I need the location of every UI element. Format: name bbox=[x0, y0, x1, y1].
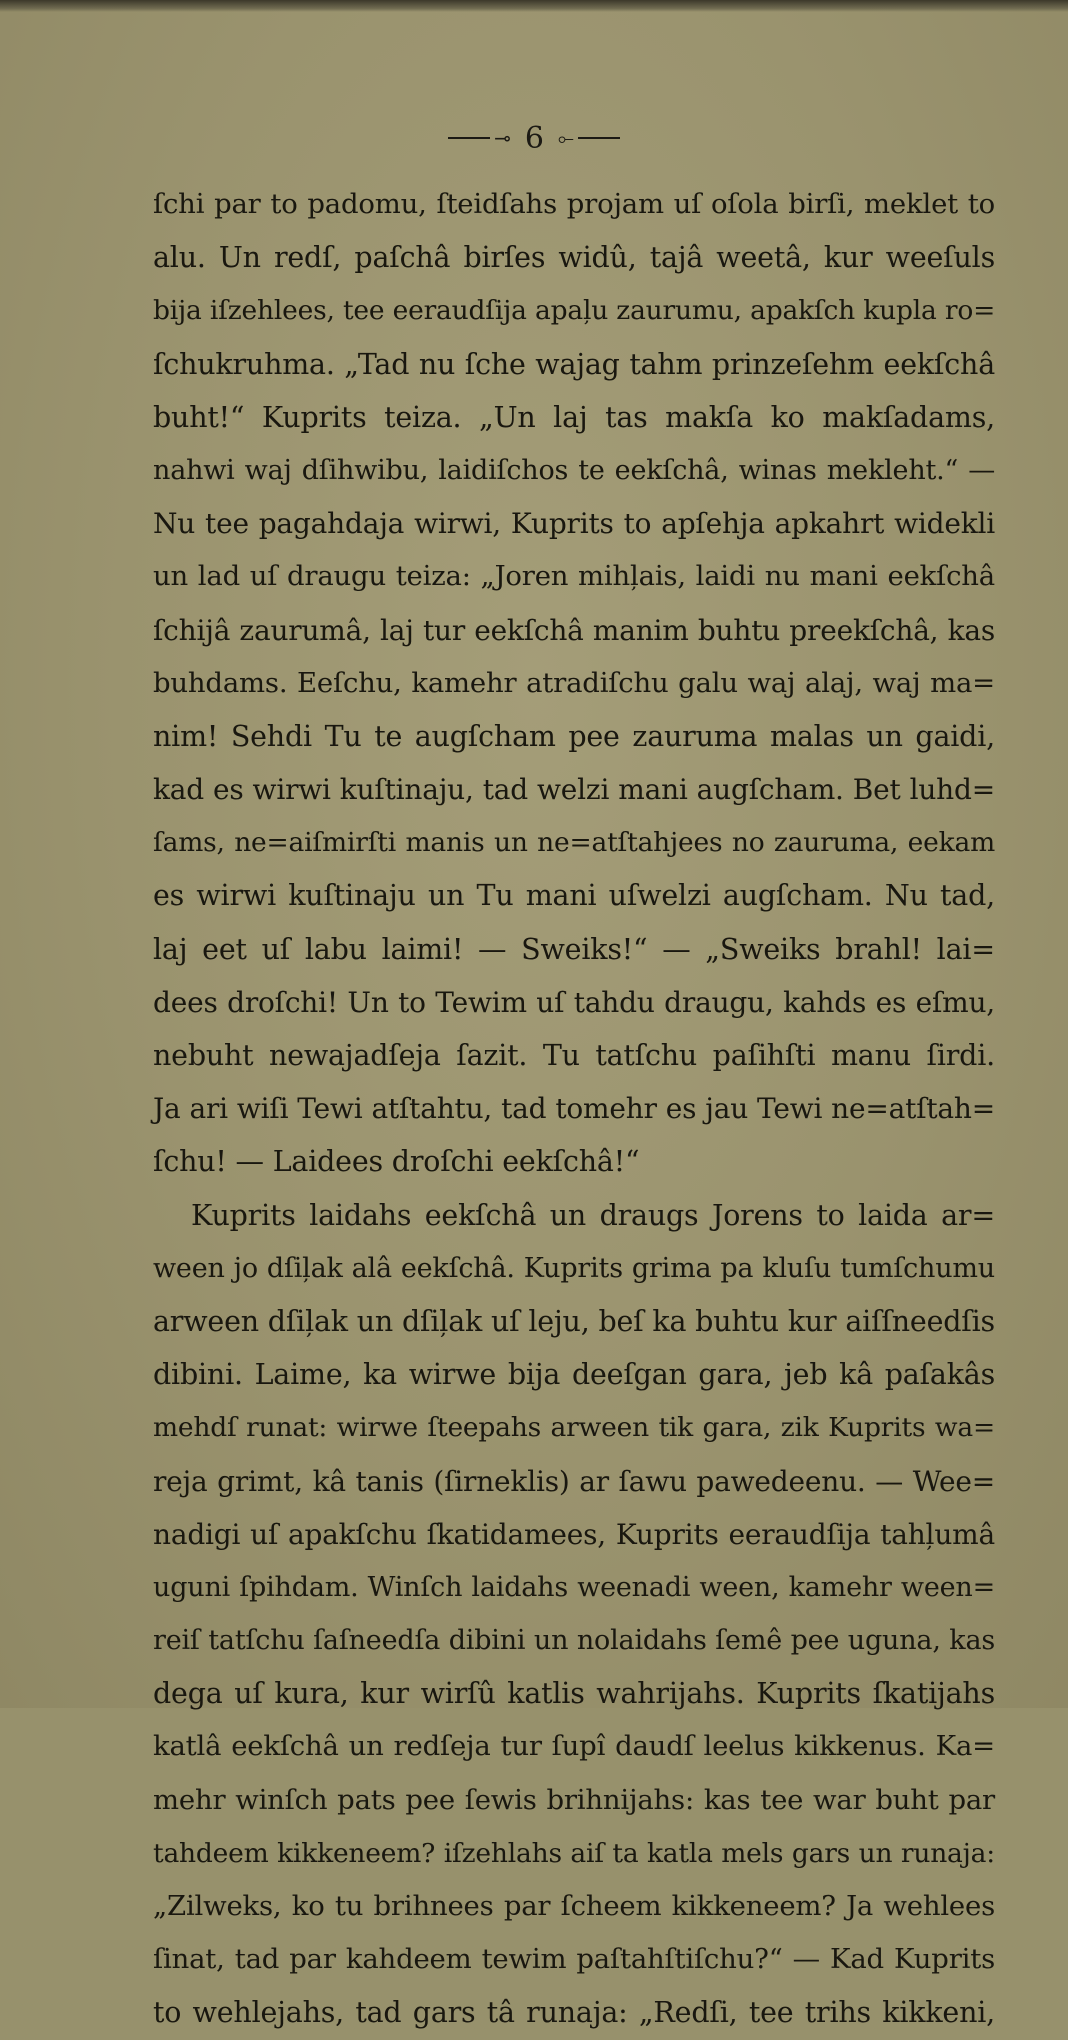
text-line: Ja ari wiſi Tewi atſtahtu, tad tomehr es jau Tewi ne=atſtah= bbox=[153, 1092, 995, 1126]
text-line: ſchi par to padomu, ſteidſahs projam uſ oſola birſi, meklet to bbox=[153, 188, 995, 220]
text-line: nahwi waj dſihwibu, laidiſchos te eekſchâ, winas mekleht.“ — bbox=[153, 454, 995, 486]
left-ornament: ⊸ bbox=[494, 126, 511, 150]
text-line: to wehlejahs, tad gars tâ runaja: „Redſi, tee trihs kikkeni, bbox=[153, 1996, 995, 2030]
text-line: nim! Sehdi Tu te augſcham pee zauruma malas un gaidi, bbox=[153, 719, 995, 753]
page-top-edge bbox=[0, 0, 1068, 12]
text-line: reiſ tatſchu ſaſneedſa dibini un nolaidahs ſemê pee uguna, kas bbox=[153, 1625, 995, 1657]
text-line: tahdeem kikkeneem? iſzehlahs aiſ ta katla mels gars un runaja: bbox=[153, 1837, 995, 1869]
text-line: nebuht newajadſeja ſazit. Tu tatſchu paſihſti manu ſirdi. bbox=[153, 1039, 995, 1072]
right-ornament: ⟜ bbox=[557, 126, 574, 150]
text-line: kad es wirwi kuſtinaju, tad welzi mani augſcham. Bet luhd= bbox=[153, 773, 995, 807]
text-line: katlâ eekſchâ un redſeja tur ſupî daudſ leelus kikkenus. Ka= bbox=[153, 1730, 995, 1763]
text-line: ſams, ne=aiſmirſti manis un ne=atſtahjees no zauruma, eekam bbox=[153, 827, 995, 859]
text-line: bija iſzehlees, tee eeraudſija apaļu zaurumu, apakſch kupla ro= bbox=[153, 295, 996, 327]
text-line: ſchukruhma. „Tad nu ſche wajag tahm prinzeſehm eekſchâ bbox=[153, 347, 995, 381]
page-number: 6 bbox=[524, 120, 544, 156]
page-header bbox=[0, 118, 1068, 158]
text-line: dibini. Laime, ka wirwe bija deeſgan gara, jeb kâ paſakâs bbox=[153, 1358, 995, 1392]
text-line: mehdſ runat: wirwe ſteepahs arween tik gara, zik Kuprits wa= bbox=[153, 1412, 995, 1444]
text-line: arween dſiļak un dſiļak uſ leju, beſ ka buhtu kur aiſſneedſis bbox=[153, 1304, 995, 1338]
text-line: „Zilweks, ko tu brihnees par ſcheem kikkeneem? Ja wehlees bbox=[153, 1890, 995, 1922]
text-line: nadigi uſ apakſchu ſkatidamees, Kuprits eeraudſija tahļumâ bbox=[153, 1517, 995, 1551]
text-line: un lad uſ draugu teiza: „Joren mihļais, laidi nu mani eekſchâ bbox=[153, 560, 995, 593]
text-line: dees droſchi! Un to Tewim uſ tahdu draugu, kahds es eſmu, bbox=[153, 985, 995, 1019]
text-line: buht!“ Kuprits teiza. „Un laj tas makſa ko makſadams, bbox=[153, 400, 995, 434]
text-line: ſchijâ zaurumâ, laj tur eekſchâ manim buhtu preekſchâ, kas bbox=[153, 613, 995, 647]
text-line: buhdams. Eeſchu, kamehr atradiſchu galu waj alaj, waj ma= bbox=[153, 666, 995, 699]
left-rule bbox=[448, 137, 490, 139]
text-line: uguni ſpihdam. Winſch laidahs weenadi ween, kamehr ween= bbox=[153, 1571, 995, 1603]
text-line: reja grimt, kâ tanis (ſirneklis) ar ſawu pawedeenu. — Wee= bbox=[153, 1464, 995, 1498]
text-line: ween jo dſiļak alâ eekſchâ. Kuprits grima pa kluſu tumſchumu bbox=[153, 1252, 995, 1284]
text-line: mehr winſch pats pee ſewis brihnijahs: kas tee war buht par bbox=[153, 1783, 995, 1816]
text-line: ſchu! — Laidees droſchi eekſchâ!“ bbox=[153, 1145, 640, 1179]
text-line: Nu tee pagahdaja wirwi, Kuprits to apſehja apkahrt widekli bbox=[153, 507, 995, 541]
text-line: ſinat, tad par kahdeem tewim paſtahſtiſchu?“ — Kad Kuprits bbox=[153, 1943, 995, 1976]
text-line: dega uſ kura, kur wirſû katlis wahrijahs. Kuprits ſkatijahs bbox=[153, 1677, 995, 1711]
text-line: laj eet uſ labu laimi! — Sweiks!“ — „Sweiks brahl! lai= bbox=[153, 932, 995, 966]
text-line: es wirwi kuſtinaju un Tu mani uſwelzi augſcham. Nu tad, bbox=[153, 879, 995, 913]
right-rule bbox=[578, 137, 620, 139]
text-line: Kuprits laidahs eekſchâ un draugs Jorens to laida ar= bbox=[191, 1198, 995, 1232]
text-line: alu. Un redſ, paſchâ birſes widû, tajâ weetâ, kur weeſuls bbox=[153, 241, 995, 275]
body-text bbox=[153, 178, 995, 2040]
